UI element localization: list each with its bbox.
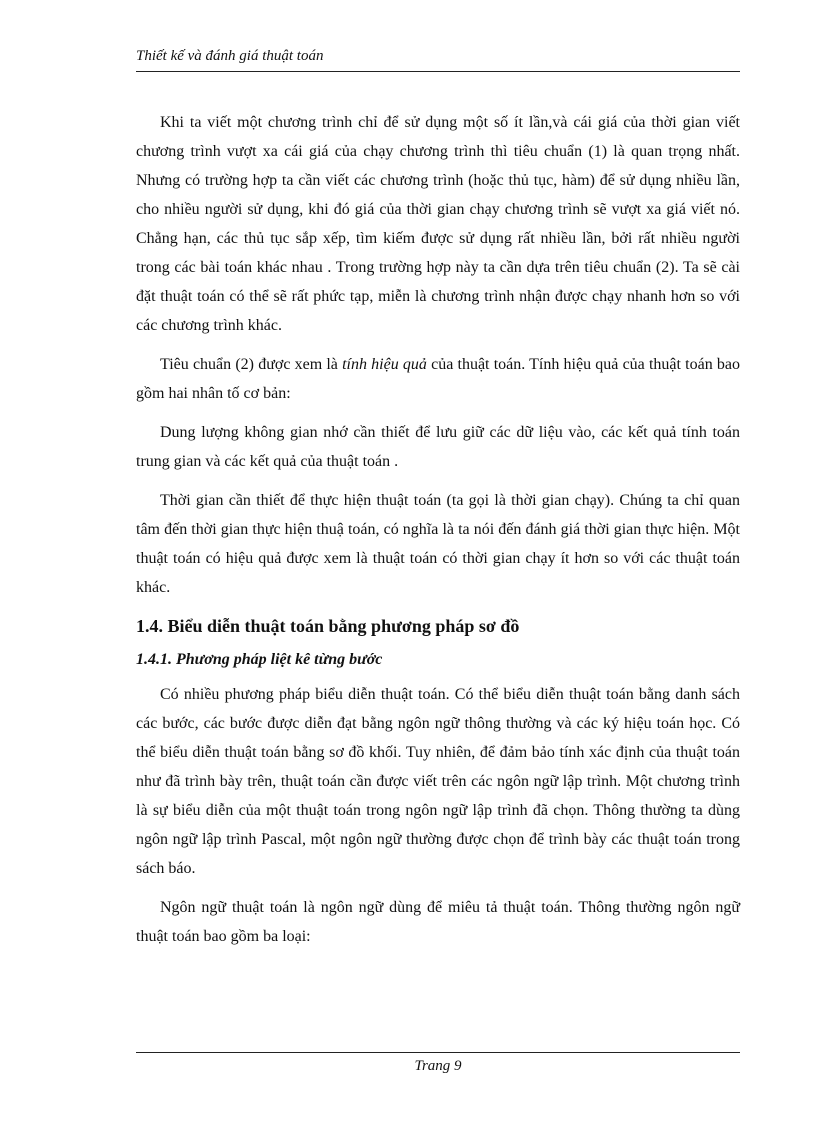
paragraph-5: Có nhiều phương pháp biểu diễn thuật toán. Có thể biểu diễn thuật toán bằng danh sách các bước, các bước được diễn đạt bằng ngôn ngữ thông thường và các ký hiệu toán học. Có thể biểu diễn thuật toán bằng sơ đồ khối. Tuy nhiên, để đảm bảo tính xác định của thuật toán như đã trình bày trên, thuật toán cần được viết trên các ngôn ngữ lập trình. Một chương trình là sự biểu diễn của một thuật toán trong ngôn ngữ lập trình đã chọn. Thông thường ta dùng ngôn ngữ lập trình Pascal, một ngôn ngữ thường được chọn để trình bày các thuật toán trong sách báo. — [136, 686, 740, 877]
page-number: Trang 9 — [414, 1058, 462, 1074]
subsection-heading: 1.4.1. Phương pháp liệt kê từng bước — [136, 651, 383, 668]
paragraph-2-start: Tiêu chuẩn (2) được xem là — [160, 356, 343, 373]
paragraph-1: Khi ta viết một chương trình chỉ để sử dụng một số ít lần,và cái giá của thời gian viết chương trình vượt xa cái giá của chạy chương trình thì tiêu chuẩn (1) là quan trọng nhất. Nhưng có trường hợp ta cần viết các chương trình (hoặc thủ tục, hàm) để sử dụng nhiều lần, cho nhiều người sử dụng, khi đó giá của thời gian chạy chương trình sẽ vượt xa giá viết nó. Chẳng hạn, các thủ tục sắp xếp, tìm kiếm được sử dụng rất nhiều lần, bởi rất nhiều người trong các bài toán khác nhau . Trong trường hợp này ta cần dựa trên tiêu chuẩn (2). Ta sẽ cài đặt thuật toán có thể sẽ rất phức tạp, miễn là chương trình nhận được chạy nhanh hơn so với các chương trình khác. — [136, 114, 740, 334]
section-heading: 1.4. Biểu diễn thuật toán bằng phương pháp sơ đồ — [136, 616, 520, 636]
paragraph-3: Dung lượng không gian nhớ cần thiết để lưu giữ các dữ liệu vào, các kết quả tính toán trung gian và các kết quả của thuật toán . — [136, 424, 740, 470]
page-footer — [136, 1052, 740, 1075]
header-title: Thiết kế và đánh giá thuật toán — [136, 48, 324, 64]
page-body — [136, 108, 740, 961]
paragraph-6: Ngôn ngữ thuật toán là ngôn ngữ dùng để miêu tả thuật toán. Thông thường ngôn ngữ thuật toán bao gồm ba loại: — [136, 899, 740, 945]
page-header — [136, 48, 740, 72]
paragraph-2 — [136, 350, 740, 408]
paragraph-2-emphasis: tính hiệu quả — [342, 356, 427, 373]
paragraph-2-end: của thuật toán. Tính hiệu quả của thuật toán bao gồm hai nhân tố cơ bản: — [136, 356, 740, 402]
paragraph-4: Thời gian cần thiết để thực hiện thuật toán (ta gọi là thời gian chạy). Chúng ta chỉ quan tâm đến thời gian thực hiện thuậ toán, có nghĩa là ta nói đến đánh giá thời gian thực hiện. Một thuật toán có hiệu quả được xem là thuật toán có thời gian chạy ít hơn so với các thuật toán khác. — [136, 492, 740, 596]
